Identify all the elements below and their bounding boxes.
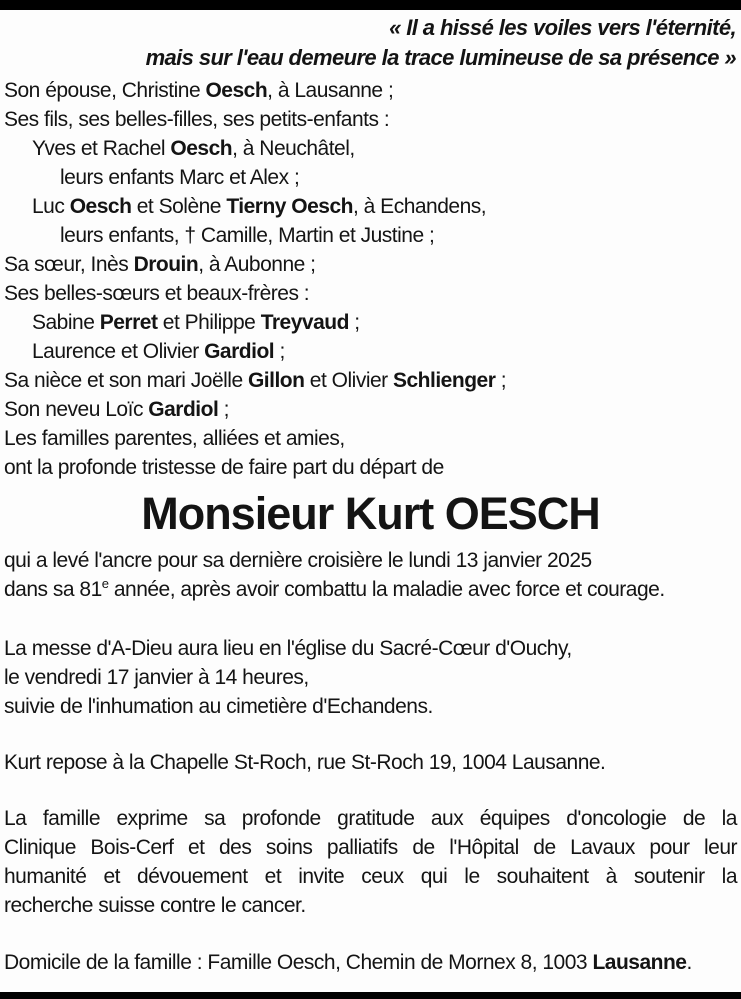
notice-line <box>4 308 737 337</box>
text-segment: ; <box>274 340 285 363</box>
family-name-bold: Treyvaud <box>260 311 349 334</box>
text-segment: Sa nièce et son mari Joëlle <box>4 369 248 392</box>
deceased-name-title: Monsieur Kurt OESCH <box>141 488 600 539</box>
text-segment: Laurence et Olivier <box>32 340 205 363</box>
text-segment: Son épouse, Christine <box>4 79 206 102</box>
notice-line <box>4 546 737 575</box>
notice-line <box>4 748 737 777</box>
text-segment: , à Lausanne ; <box>267 79 394 102</box>
text-segment: Clinique Bois-Cerf et des soins palliatifs de l'Hôpital de Lavaux pour leur <box>4 836 737 859</box>
text-segment: recherche suisse contre le cancer. <box>4 894 306 917</box>
notice-line <box>4 663 737 692</box>
gratitude-paragraph <box>0 804 741 920</box>
family-name-bold: Oesch <box>170 137 233 160</box>
notice-line <box>4 337 737 366</box>
text-segment: et Solène <box>131 195 227 218</box>
text-segment: dans sa 81 <box>4 578 102 601</box>
text-segment: , à Echandens, <box>353 195 487 218</box>
notice-line <box>4 279 737 308</box>
family-name-bold: Drouin <box>133 253 199 276</box>
notice-line <box>4 395 737 424</box>
text-segment: Sa sœur, Inès <box>4 253 134 276</box>
bottom-border-bar <box>0 992 741 999</box>
text-segment: Ses fils, ses belles-filles, ses petits-enfants : <box>4 108 390 131</box>
notice-line <box>4 862 737 891</box>
epigraph-quote <box>0 0 741 73</box>
text-segment: Domicile de la famille : Famille Oesch, Chemin de Mornex 8, 1003 <box>4 951 593 974</box>
notice-line <box>4 250 737 279</box>
notice-line <box>4 833 737 862</box>
text-segment: , à Neuchâtel, <box>232 137 355 160</box>
text-segment: Les familles parentes, alliées et amies, <box>4 427 345 450</box>
text-segment: ; <box>218 398 229 421</box>
text-segment: ont la profonde tristesse de faire part du départ de <box>4 456 444 479</box>
departure-paragraph <box>0 546 741 604</box>
notice-line <box>4 453 737 482</box>
text-segment: e <box>101 576 109 591</box>
family-list <box>0 76 741 482</box>
notice-line <box>4 192 737 221</box>
repose-paragraph <box>0 748 741 777</box>
family-name-bold: Perret <box>99 311 158 334</box>
notice-line <box>4 575 737 604</box>
epigraph-line-1: « Il a hissé les voiles vers l'éternité, <box>389 15 736 40</box>
epigraph-line-2: mais sur l'eau demeure la trace lumineuse de sa présence » <box>145 45 736 70</box>
family-name-bold: Gardiol <box>148 398 219 421</box>
notice-line <box>4 804 737 833</box>
text-segment: humanité et dévouement et invite ceux qui le souhaitent à soutenir la <box>4 865 737 888</box>
text-segment: Kurt repose à la Chapelle St-Roch, rue St-Roch 19, 1004 Lausanne. <box>4 751 606 774</box>
notice-line <box>4 134 737 163</box>
top-border-bar <box>0 0 741 10</box>
notice-line <box>4 634 737 663</box>
text-segment: , à Aubonne ; <box>198 253 316 276</box>
text-segment: année, après avoir combattu la maladie avec force et courage. <box>108 578 665 601</box>
text-segment: leurs enfants, † Camille, Martin et Justine ; <box>60 224 435 247</box>
notice-line <box>4 424 737 453</box>
notice-line <box>4 891 737 920</box>
notice-line <box>4 366 737 395</box>
family-name-bold: Lausanne <box>592 951 687 974</box>
text-segment: leurs enfants Marc et Alex ; <box>60 166 300 189</box>
notice-line <box>4 105 737 134</box>
text-segment: Sabine <box>32 311 100 334</box>
family-name-bold: Tierny Oesch <box>226 195 353 218</box>
text-segment: qui a levé l'ancre pour sa dernière croisière le lundi 13 janvier 2025 <box>4 549 592 572</box>
family-name-bold: Gardiol <box>204 340 275 363</box>
notice-line <box>4 221 737 250</box>
ceremony-paragraph <box>0 634 741 721</box>
text-segment: Yves et Rachel <box>32 137 171 160</box>
family-name-bold: Oesch <box>205 79 268 102</box>
family-name-bold: Schlienger <box>393 369 496 392</box>
text-segment: La messe d'A-Dieu aura lieu en l'église du Sacré-Cœur d'Ouchy, <box>4 637 572 660</box>
text-segment: Son neveu Loïc <box>4 398 149 421</box>
text-segment: le vendredi 17 janvier à 14 heures, <box>4 666 309 689</box>
notice-line <box>4 76 737 105</box>
notice-line <box>4 163 737 192</box>
text-segment: ; <box>495 369 507 392</box>
text-segment: . <box>686 951 692 974</box>
text-segment: et Olivier <box>304 369 393 392</box>
notice-line <box>4 948 737 977</box>
text-segment: et Philippe <box>157 311 261 334</box>
domicile-paragraph <box>0 948 741 977</box>
text-segment: suivie de l'inhumation au cimetière d'Echandens. <box>4 695 433 718</box>
text-segment: La famille exprime sa profonde gratitude aux équipes d'oncologie de la <box>4 807 737 830</box>
family-name-bold: Oesch <box>69 195 132 218</box>
notice-line <box>4 692 737 721</box>
family-name-bold: Gillon <box>247 369 305 392</box>
text-segment: ; <box>348 311 360 334</box>
text-segment: Ses belles-sœurs et beaux-frères : <box>4 282 310 305</box>
text-segment: Luc <box>32 195 70 218</box>
